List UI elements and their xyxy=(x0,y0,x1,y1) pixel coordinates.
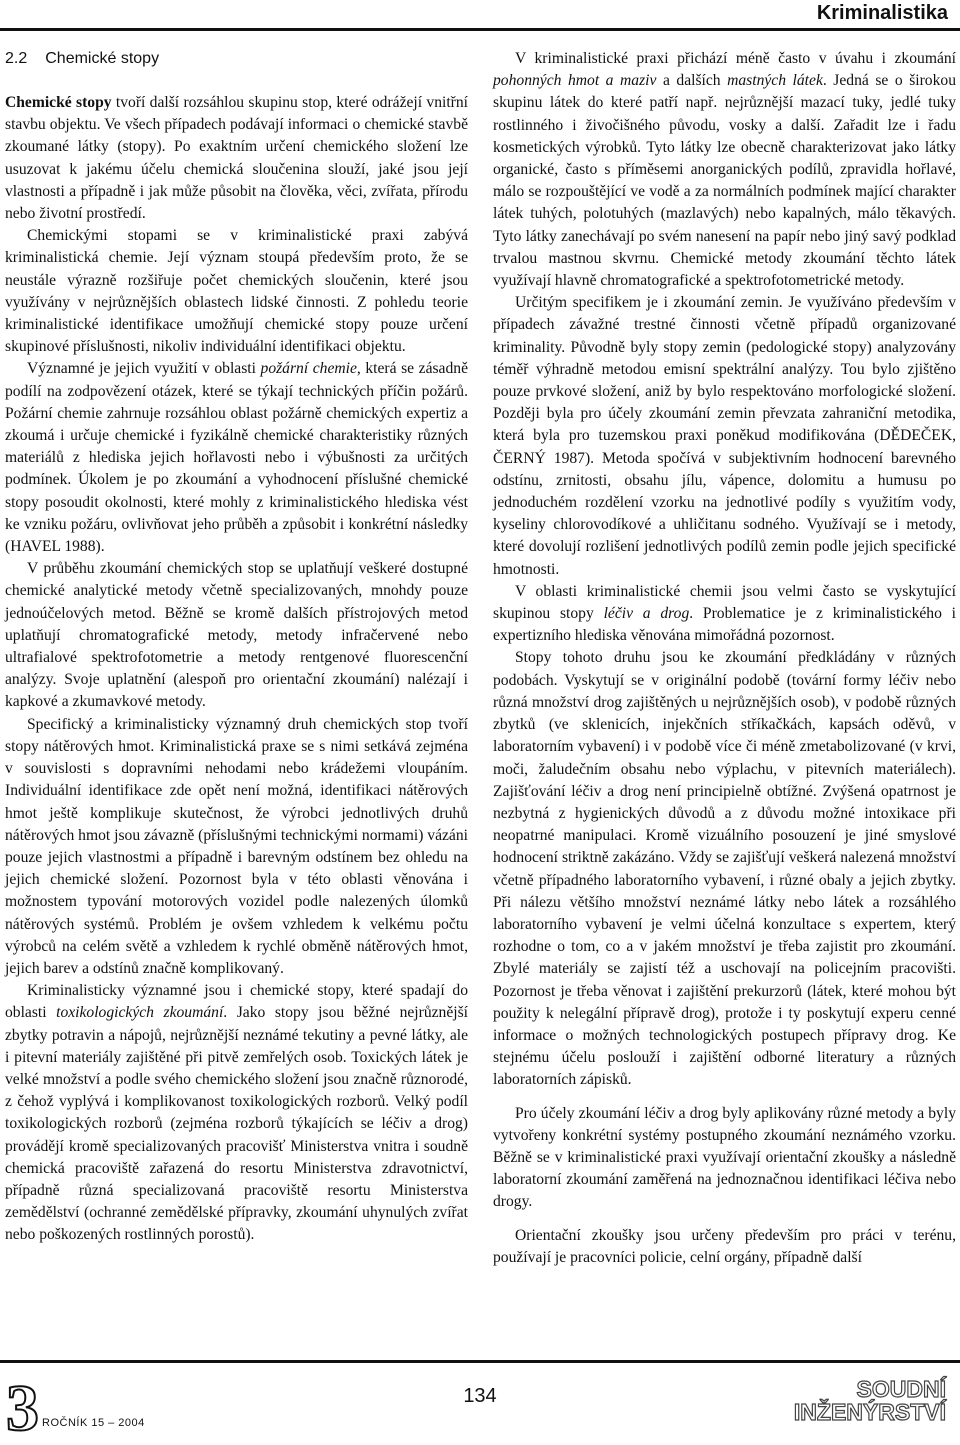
left-paragraph-1 xyxy=(5,92,468,225)
term-toxikologicka-zkoumani: toxikologických zkoumání xyxy=(56,1004,224,1022)
term-chemicke-stopy: Chemické stopy xyxy=(5,94,112,111)
left-column xyxy=(5,48,468,1247)
section-heading xyxy=(5,48,468,70)
right-column xyxy=(493,48,956,1269)
left-paragraph-3 xyxy=(5,358,468,558)
running-header-title: Kriminalistika xyxy=(816,2,948,24)
term-pozarni-chemie: požární chemie xyxy=(260,360,357,378)
right-p3-text-b: . Problematice je z kriminalistického i expertizního hlediska věnována mimořádná pozornost. xyxy=(493,605,956,645)
left-p6-text-b: . Jako stopy jsou běžné nejrůznější zbytky potravin a nápojů, nejrůznější neznámé tekutiny a pevné látky, ale i pitevní materiály zajištěné při pitvě zemřelých osob. Toxických látek je velké množství a podle svého chemického složení jsou značně různorodé, z čehož vyplývá i komplikovanost toxikologických rozborů. Velký podíl toxikologických rozborů (zejména rozborů týkajících se léčiv a drog) provádějí kromě specializovaných pracovišť Ministerstva vnitra i soudně chemická pracoviště zařazená do resortu Ministerstva zdravotnictví, případně různá specializovaná pracoviště resortu Ministerstva zemědělství (ochranné zemědělské přípravky, zkoumání uhynulých zvířat nebo poškozených rostlinných porostů). xyxy=(5,1004,469,1244)
brand-line-1: SOUDNÍ xyxy=(856,1376,946,1402)
left-paragraph-5: Specifický a kriminalisticky významný druh chemických stop tvoří stopy nátěrových hmot. Kriminalistická praxe se s nimi setkává zejména v souvislosti s dopravními nehodami nebo krádežemi vloupáním. Individuální identifikace zde opět není možná, identifikaci nátěrových hmot ještě komplikuje skutečnost, že výrobci jednotlivých druhů nátěrových hmot jsou závazně (příslušnými technickými normami) vázáni pouze jejich vlastnostmi a případně i barevným odstínem bez ohledu na jejich chemické složení. Pozornost byla v této oblasti věnována i možnostem typování motorových vozidel podle nalezených úlomků nátěrových systémů. Problém je ovšem vzhledem k velkému počtu výrobců na celém světě a vzhledem k rychlé obměně nátěrových hmot, jejich barev a odstínů značně komplikovaný. xyxy=(5,715,468,977)
left-p3-text-a: Významné je jejich využití v oblasti xyxy=(27,360,261,378)
left-paragraph-4: V průběhu zkoumání chemických stop se uplatňují veškeré dostupné chemické analytické metody včetně specializovaných, mnohdy pouze jednoúčelových metod. Běžně se kromě dalších přístrojových metod uplatňují chromatografické metody, metody infračervené nebo ultrafialové spektrofotometrie a metody rentgenové fluorescenční analýzy. Svoje uplatnění (alespoň pro orientační zkoumání) nalézají i kapkové a zkumavkové metody. xyxy=(5,560,468,711)
right-p1-text-a: V kriminalistické praxi přichází méně často v úvahu i zkoumání xyxy=(515,50,956,67)
header-rule xyxy=(0,28,960,31)
section-title: Chemické stopy xyxy=(45,50,160,67)
left-p6-text-a: Kriminalisticky významné jsou i chemické stopy, které spadají do oblasti xyxy=(5,982,468,1022)
right-paragraph-3 xyxy=(493,581,956,648)
right-paragraph-5: Pro účely zkoumání léčiv a drog byly aplikovány různé metody a byly vytvořeny konkrétní systémy postupného zkoumání neznámého vzorku. Běžně se v kriminalistické praxi využívají orientační zkoušky a následně laboratorní zkoumání zaměřená na jednoznačnou identifikaci léčiva nebo drogy. xyxy=(493,1104,956,1211)
right-p1-text-c: . Jedná se o širokou skupinu látek do které patří např. nejrůznější mazací tuky, jedlé tuky rostlinného i živočišného původu, vosky a další. Zařadit lze i řadu kosmetických výrobků. Tyto látky lze obecně charakterizovat jako látky organické, často s příměsemi anorganických podílů, zpravidla hořlavé, málo se rozpouštějící ve vodě a za normálních podmínek mající charakter látek tuhých, polotuhých (mazlavých) nebo kapalných, málo těkavých. Tyto látky zanechávají po svém nanesení na papír nebo jiný savý podklad trvalou mastnou skvrnu. Chemické metody zkoumání těchto látek využívají hlavně chromatografické a spektrofotometrické metody. xyxy=(493,72,956,290)
footer-rule xyxy=(0,1360,960,1363)
term-pohonne-hmoty: pohonných hmot a maziv xyxy=(493,72,657,90)
left-p3-text-b: , která se zásadně podílí na zodpovězení otázek, které se týkají technických příčin požárů. Požární chemie zahrnuje rozsáhlou oblast požárně chemických expertiz a zkoumá i určuje chemické i fyzikálně chemické charakteristiky různých materiálů z hlediska jejich hořlavosti nebo i výbušnosti za určitých podmínek. Úkolem je po zkoumání a vyhodnocení příslušné chemické stopy posoudit okolnosti, které mohly z kriminalistického hlediska vést ke vzniku požáru, ovlivňovat jeho průběh a způsobit i konkrétní následky (HAVEL 1988). xyxy=(5,360,468,556)
right-p1-text-b: a dalších xyxy=(656,72,728,90)
right-paragraph-1 xyxy=(493,48,956,292)
right-paragraph-4: Stopy tohoto druhu jsou ke zkoumání předkládány v různých podobách. Vyskytují se v originální podobě (tovární formy léčiv nebo různá množství drog zajištěných u nejrůznějších osob), v podobě různých zbytků (ve sklenicích, injekčních stříkačkách, kapsách oděvů, v laboratorním vybavení) i v podobě více či méně zmetabolizované (v krvi, moči, žaludečním obsahu nebo výplachu, v pitevních materiálech). Zajišťování léčiv a drog není principielně obtížné. Zvýšená opatrnost je nezbytná z hygienických důvodů a z důvodu možné intoxikace při neopatrné manipulaci. Kromě vizuálního posouzení je jiné smyslové hodnocení striktně zakázáno. Vždy se zajišťují veškerá nalezená množství včetně případného laboratorního vybavení, i různé obaly a jejich zbytky. Při nálezu většího množství neznámé látky nebo látek a rozsáhlého laboratorního vybavení je velmi účelná konzultace s expertem, který rozhodne o tom, co a v jakém množství je třeba zajistit pro zkoumání. Zbylé materiály se zajistí též a uschovají na policejním pracovišti. Pozornost je třeba věnovat i zajištění prekurzorů (látek, které mohou být použity k nelegální přípravě drog), protože i ty poskytují experu cenné informace o možných technologických postupech přípravy drog. Ke stejnému účelu poslouží i zajištění odborné literatury a různých laboratorních zápisků. xyxy=(493,649,956,1089)
brand-line-2: INŽENÝRSTVÍ xyxy=(793,1399,946,1425)
section-number: 2.2 xyxy=(5,50,28,67)
right-paragraph-6: Orientační zkoušky jsou určeny především pro práci v terénu, používají je pracovníci policie, celní orgány, případně další xyxy=(493,1226,956,1266)
left-paragraph-2: Chemickými stopami se v kriminalistické praxi zabývá kriminalistická chemie. Její význam stoupá především proto, že se neustále výrazně rozšiřuje počet chemických sloučenin, které jsou využívány v nejrůznějších oblastech lidské činnosti. Z pohledu teorie kriminalistické identifikace umožňují chemické stopy pouze určení skupinové příslušnosti, nikoliv individuální identifikaci objektu. xyxy=(5,227,468,356)
left-paragraph-6 xyxy=(5,980,468,1246)
right-p3-text-a: V oblasti kriminalistické chemii jsou velmi často se vyskytující skupinou stopy xyxy=(493,582,956,623)
issue-label: ROČNÍK 15 – 2004 xyxy=(42,1417,145,1429)
term-leciva-a-drogy: léčiv a drog xyxy=(603,605,690,623)
journal-logo-number: 3 xyxy=(6,1372,39,1445)
right-paragraph-2: Určitým specifikem je i zkoumání zemin. Je využíváno především v případech závažné trestné činnosti včetně případů organizované kriminality. Původně byly stopy zemin (pedologické stopy) analyzovány téměř výhradně metodou emisní spektrální analýzy. Tou bylo zjištěno pouze prvkové složení, aniž by bylo respektováno morfologické složení. Později byla pro účely zkoumání zemin převzata zahraniční metodika, která byla pro tuzemskou praxi poněkud modifikována (DĚDEČEK, ČERNÝ 1987). Metoda spočívá v subjektivním hodnocení barevného odstínu, zrnitosti, obsahu jílu, vápence, dolomitu a humusu po jednoduchém rozdělení vzorku na jednotlivé podíly s využitím vody, kyseliny chlorovodíkové a uhličitanu sodného. Využívají se i metody, které dovolují rozlišení jednotlivých podílů zemin podle jejich specifické hmotnosti. xyxy=(493,294,956,578)
left-p1-text: tvoří další rozsáhlou skupinu stop, které odrážejí vnitřní stavbu objektu. Ve všech případech podávají informaci o chemické stavbě zkoumané látky (stopy). Po exaktním určení chemického složení lze usuzovat k jakému účelu chemická sloučenina slouží, jaké jsou její vlastnosti a případně i jak může působit na člověka, věci, zvířata, přírodu nebo životní prostředí. xyxy=(5,94,468,223)
journal-brand-logo xyxy=(794,1378,946,1424)
page-number: 134 xyxy=(463,1385,497,1407)
term-mastne-latky: mastných látek xyxy=(727,72,823,90)
